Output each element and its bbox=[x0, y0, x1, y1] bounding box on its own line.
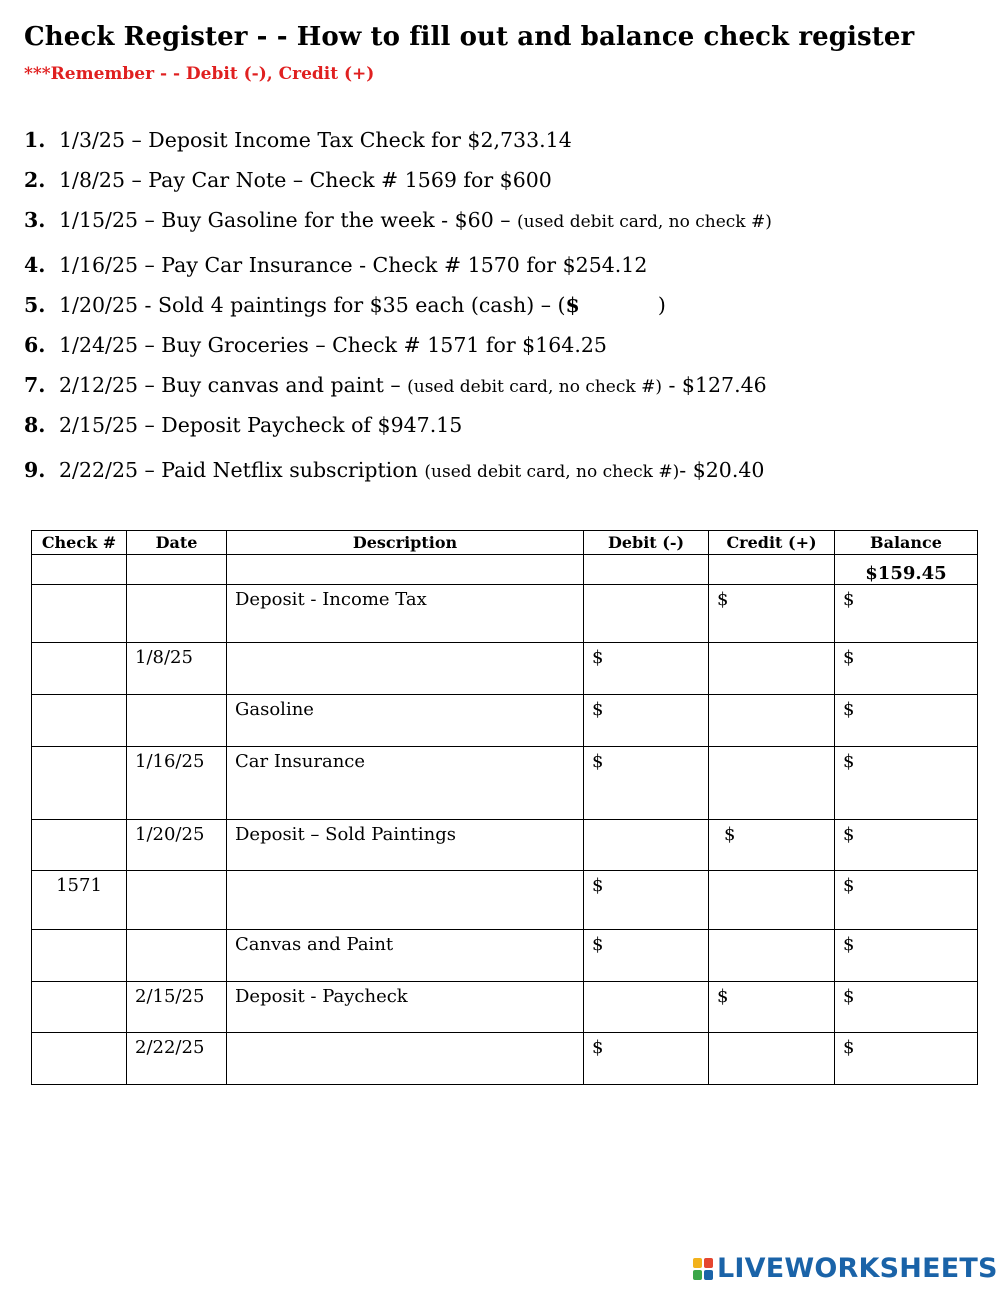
cell-description[interactable] bbox=[227, 1033, 584, 1085]
cell-date[interactable] bbox=[127, 555, 227, 585]
cell-check[interactable] bbox=[32, 1033, 127, 1085]
cell-date[interactable]: 2/15/25 bbox=[127, 982, 227, 1033]
list-item: 8. 2/15/25 – Deposit Paycheck of $947.15 bbox=[24, 413, 463, 437]
cell-debit[interactable] bbox=[584, 820, 709, 871]
cell-description[interactable]: Deposit – Sold Paintings bbox=[227, 820, 584, 871]
cell-credit[interactable] bbox=[709, 695, 835, 747]
list-item: 4. 1/16/25 – Pay Car Insurance - Check # 1570 for $254.12 bbox=[24, 253, 648, 277]
cell-debit[interactable] bbox=[584, 982, 709, 1033]
header-balance: Balance bbox=[835, 531, 978, 555]
cell-date[interactable]: 1/8/25 bbox=[127, 643, 227, 695]
cell-check[interactable] bbox=[32, 695, 127, 747]
cell-debit[interactable]: $ bbox=[584, 930, 709, 982]
cell-date[interactable] bbox=[127, 871, 227, 930]
starting-balance-row bbox=[32, 555, 978, 585]
table-header-row bbox=[32, 531, 978, 555]
cell-date[interactable]: 1/16/25 bbox=[127, 747, 227, 820]
cell-date[interactable]: 1/20/25 bbox=[127, 820, 227, 871]
table-row bbox=[32, 747, 978, 820]
page-title: Check Register - - How to fill out and balance check register bbox=[24, 22, 915, 52]
cell-date[interactable] bbox=[127, 930, 227, 982]
table-row bbox=[32, 585, 978, 643]
cell-check[interactable] bbox=[32, 643, 127, 695]
header-date: Date bbox=[127, 531, 227, 555]
cell-description[interactable]: Gasoline bbox=[227, 695, 584, 747]
cell-check[interactable] bbox=[32, 747, 127, 820]
cell-description[interactable]: Car Insurance bbox=[227, 747, 584, 820]
cell-debit[interactable]: $ bbox=[584, 871, 709, 930]
cell-debit[interactable]: $ bbox=[584, 1033, 709, 1085]
cell-debit[interactable]: $ bbox=[584, 747, 709, 820]
cell-description[interactable] bbox=[227, 643, 584, 695]
cell-balance[interactable]: $ bbox=[835, 747, 978, 820]
cell-date[interactable] bbox=[127, 695, 227, 747]
table-row bbox=[32, 982, 978, 1033]
cell-check[interactable] bbox=[32, 820, 127, 871]
liveworksheets-logo bbox=[693, 1253, 998, 1284]
table-row bbox=[32, 1033, 978, 1085]
cell-check[interactable]: 1571 bbox=[32, 871, 127, 930]
table-row bbox=[32, 643, 978, 695]
cell-balance[interactable]: $ bbox=[835, 930, 978, 982]
list-item: 1. 1/3/25 – Deposit Income Tax Check for $2,733.14 bbox=[24, 128, 572, 152]
header-check-number: Check # bbox=[32, 531, 127, 555]
table-row bbox=[32, 695, 978, 747]
cell-credit[interactable]: $ bbox=[709, 820, 835, 871]
cell-balance[interactable]: $ bbox=[835, 585, 978, 643]
cell-date[interactable] bbox=[127, 585, 227, 643]
list-item: 3. 1/15/25 – Buy Gasoline for the week - $60 – (used debit card, no check #) bbox=[24, 208, 772, 232]
cell-debit[interactable] bbox=[584, 555, 709, 585]
liveworksheets-logo-text: LIVEWORKSHEETS bbox=[717, 1253, 998, 1284]
cell-balance[interactable]: $ bbox=[835, 1033, 978, 1085]
cell-balance[interactable]: $ bbox=[835, 871, 978, 930]
header-debit: Debit (-) bbox=[584, 531, 709, 555]
cell-check[interactable] bbox=[32, 585, 127, 643]
cell-credit[interactable] bbox=[709, 555, 835, 585]
cell-credit[interactable] bbox=[709, 747, 835, 820]
cell-balance[interactable]: $ bbox=[835, 820, 978, 871]
cell-credit[interactable] bbox=[709, 930, 835, 982]
table-row bbox=[32, 871, 978, 930]
cell-check[interactable] bbox=[32, 982, 127, 1033]
header-credit: Credit (+) bbox=[709, 531, 835, 555]
cell-credit[interactable] bbox=[709, 871, 835, 930]
cell-credit[interactable]: $ bbox=[709, 982, 835, 1033]
list-item: 5. 1/20/25 - Sold 4 paintings for $35 each (cash) – ($ ) bbox=[24, 293, 666, 317]
cell-balance[interactable]: $ bbox=[835, 982, 978, 1033]
cell-description[interactable] bbox=[227, 555, 584, 585]
cell-date[interactable]: 2/22/25 bbox=[127, 1033, 227, 1085]
cell-debit[interactable] bbox=[584, 585, 709, 643]
cell-debit[interactable]: $ bbox=[584, 695, 709, 747]
cell-description[interactable] bbox=[227, 871, 584, 930]
cell-description[interactable]: Deposit - Income Tax bbox=[227, 585, 584, 643]
cell-description[interactable]: Deposit - Paycheck bbox=[227, 982, 584, 1033]
list-item: 2. 1/8/25 – Pay Car Note – Check # 1569 for $600 bbox=[24, 168, 552, 192]
cell-credit[interactable] bbox=[709, 1033, 835, 1085]
table-row bbox=[32, 820, 978, 871]
cell-check[interactable] bbox=[32, 930, 127, 982]
cell-credit[interactable]: $ bbox=[709, 585, 835, 643]
starting-balance: $159.45 bbox=[835, 555, 978, 585]
cell-description[interactable]: Canvas and Paint bbox=[227, 930, 584, 982]
liveworksheets-logo-icon bbox=[693, 1258, 713, 1280]
list-item: 6. 1/24/25 – Buy Groceries – Check # 1571 for $164.25 bbox=[24, 333, 607, 357]
table-row bbox=[32, 930, 978, 982]
header-description: Description bbox=[227, 531, 584, 555]
cell-balance[interactable]: $ bbox=[835, 695, 978, 747]
cell-credit[interactable] bbox=[709, 643, 835, 695]
list-item: 9. 2/22/25 – Paid Netflix subscription (used debit card, no check #)- $20.40 bbox=[24, 458, 765, 482]
cell-balance[interactable]: $ bbox=[835, 643, 978, 695]
check-register-table bbox=[31, 530, 978, 1085]
list-item: 7. 2/12/25 – Buy canvas and paint – (used debit card, no check #) - $127.46 bbox=[24, 373, 767, 397]
reminder-note: ***Remember - - Debit (-), Credit (+) bbox=[24, 64, 375, 84]
cell-check[interactable] bbox=[32, 555, 127, 585]
cell-debit[interactable]: $ bbox=[584, 643, 709, 695]
